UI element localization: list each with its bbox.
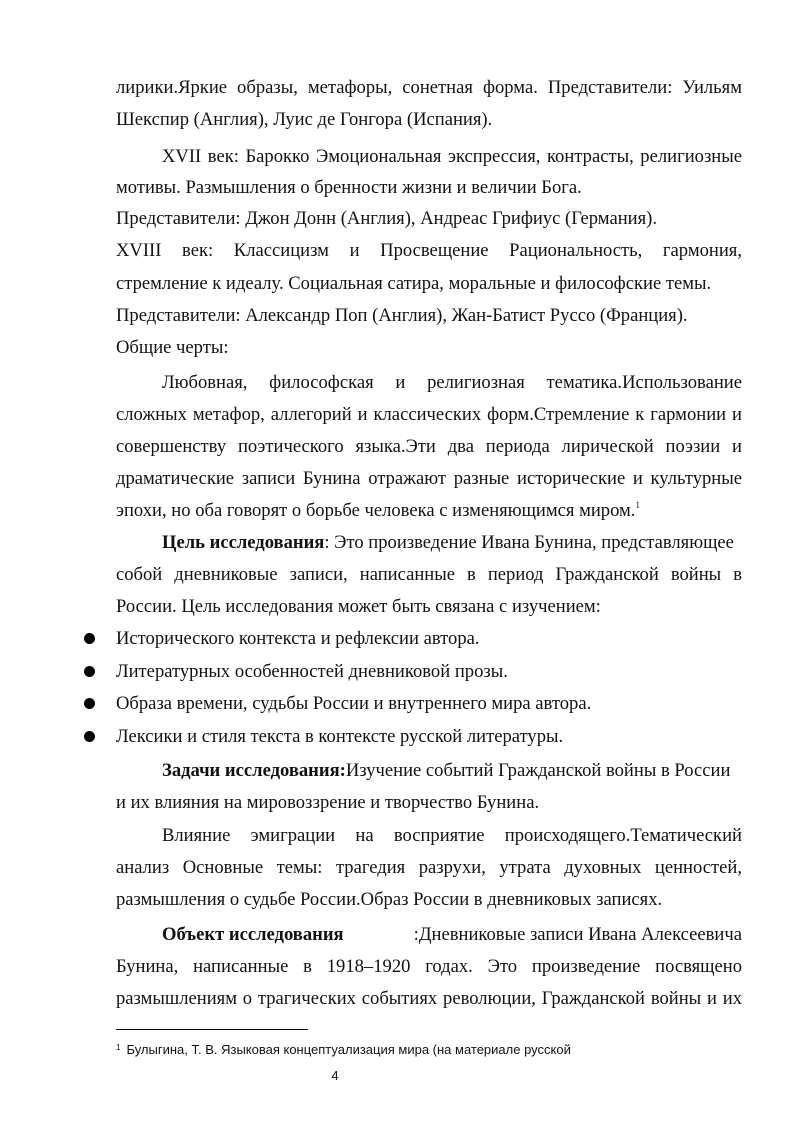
text-line: размышления о судьбе России.Образ России в дневниковых записях.: [116, 889, 663, 910]
text-line: сложных метафор, аллегорий и классических форм.Стремление к гармонии и: [116, 404, 742, 425]
text-line: Бунина, написанные в 1918–1920 годах. Это произведение посвящено: [116, 956, 742, 977]
text-span: эпохи, но оба говорят о борьбе человека с изменяющимся миром.: [116, 500, 636, 521]
text-line: XVII век: Барокко Эмоциональная экспрессия, контрасты, религиозные: [162, 146, 742, 167]
text-line: размышлениям о трагических событиях революции, Гражданской войны и их: [116, 988, 742, 1009]
text-line: анализ Основные темы: трагедия разрухи, утрата духовных ценностей,: [116, 857, 742, 878]
text-line: [162, 531, 742, 555]
object-heading: Объект исследования: [162, 924, 344, 945]
text-line: стремление к идеалу. Социальная сатира, моральные и философские темы.: [116, 273, 712, 294]
text-line: мотивы. Размышления о бренности жизни и величии Бога.: [116, 177, 582, 198]
footnote-text: Булыгина, Т. В. Языковая концептуализация мира (на материале русской: [126, 1042, 571, 1057]
page-number: 4: [331, 1068, 339, 1083]
list-item: Образа времени, судьбы России и внутреннего мира автора.: [116, 693, 592, 714]
text-line: [162, 759, 742, 783]
text-span: : Это произведение Ивана Бунина, представляющее: [324, 532, 734, 553]
text-line: драматические записи Бунина отражают разные исторические и культурные: [116, 468, 742, 489]
text-line: Представители: Джон Донн (Англия), Андреас Грифиус (Германия).: [116, 208, 657, 229]
footnote-separator: [116, 1029, 308, 1030]
text-line: [162, 923, 742, 947]
text-line: совершенству поэтического языка.Эти два периода лирической поэзии и: [116, 436, 742, 457]
text-line: Общие черты:: [116, 337, 229, 358]
bullet-icon: [84, 698, 95, 709]
bullet-icon: [84, 633, 95, 644]
text-line: Представители: Александр Поп (Англия), Жан-Батист Руссо (Франция).: [116, 305, 688, 326]
text-line: лирики.Яркие образы, метафоры, сонетная форма. Представители: Уильям: [116, 77, 742, 98]
text-span: Изучение событий Гражданской войны в России: [345, 760, 731, 781]
footnote: [116, 1040, 742, 1058]
bullet-icon: [84, 666, 95, 677]
footnote-marker: 1: [116, 1043, 121, 1052]
bullet-icon: [84, 731, 95, 742]
text-line: Любовная, философская и религиозная тематика.Использование: [162, 372, 742, 393]
list-item: Лексики и стиля текста в контексте русской литературы.: [116, 726, 564, 747]
text-line: XVIII век: Классицизм и Просвещение Рациональность, гармония,: [116, 240, 742, 261]
footnote-reference[interactable]: 1: [635, 500, 640, 510]
list-item: Исторического контекста и рефлексии автора.: [116, 628, 480, 649]
text-line: и их влияния на мировоззрение и творчество Бунина.: [116, 792, 540, 813]
tasks-heading: Задачи исследования:: [162, 760, 346, 781]
list-item: Литературных особенностей дневниковой прозы.: [116, 661, 508, 682]
text-span: :Дневниковые записи Ивана Алексеевича: [413, 924, 742, 945]
text-line: собой дневниковые записи, написанные в период Гражданской войны в: [116, 564, 742, 585]
text-line: Шекспир (Англия), Луис де Гонгора (Испания).: [116, 109, 493, 130]
text-line: Влияние эмиграции на восприятие происходящего.Тематический: [162, 825, 742, 846]
text-line: [116, 499, 742, 523]
purpose-heading: Цель исследования: [162, 532, 325, 553]
text-line: России. Цель исследования может быть связана с изучением:: [116, 596, 601, 617]
